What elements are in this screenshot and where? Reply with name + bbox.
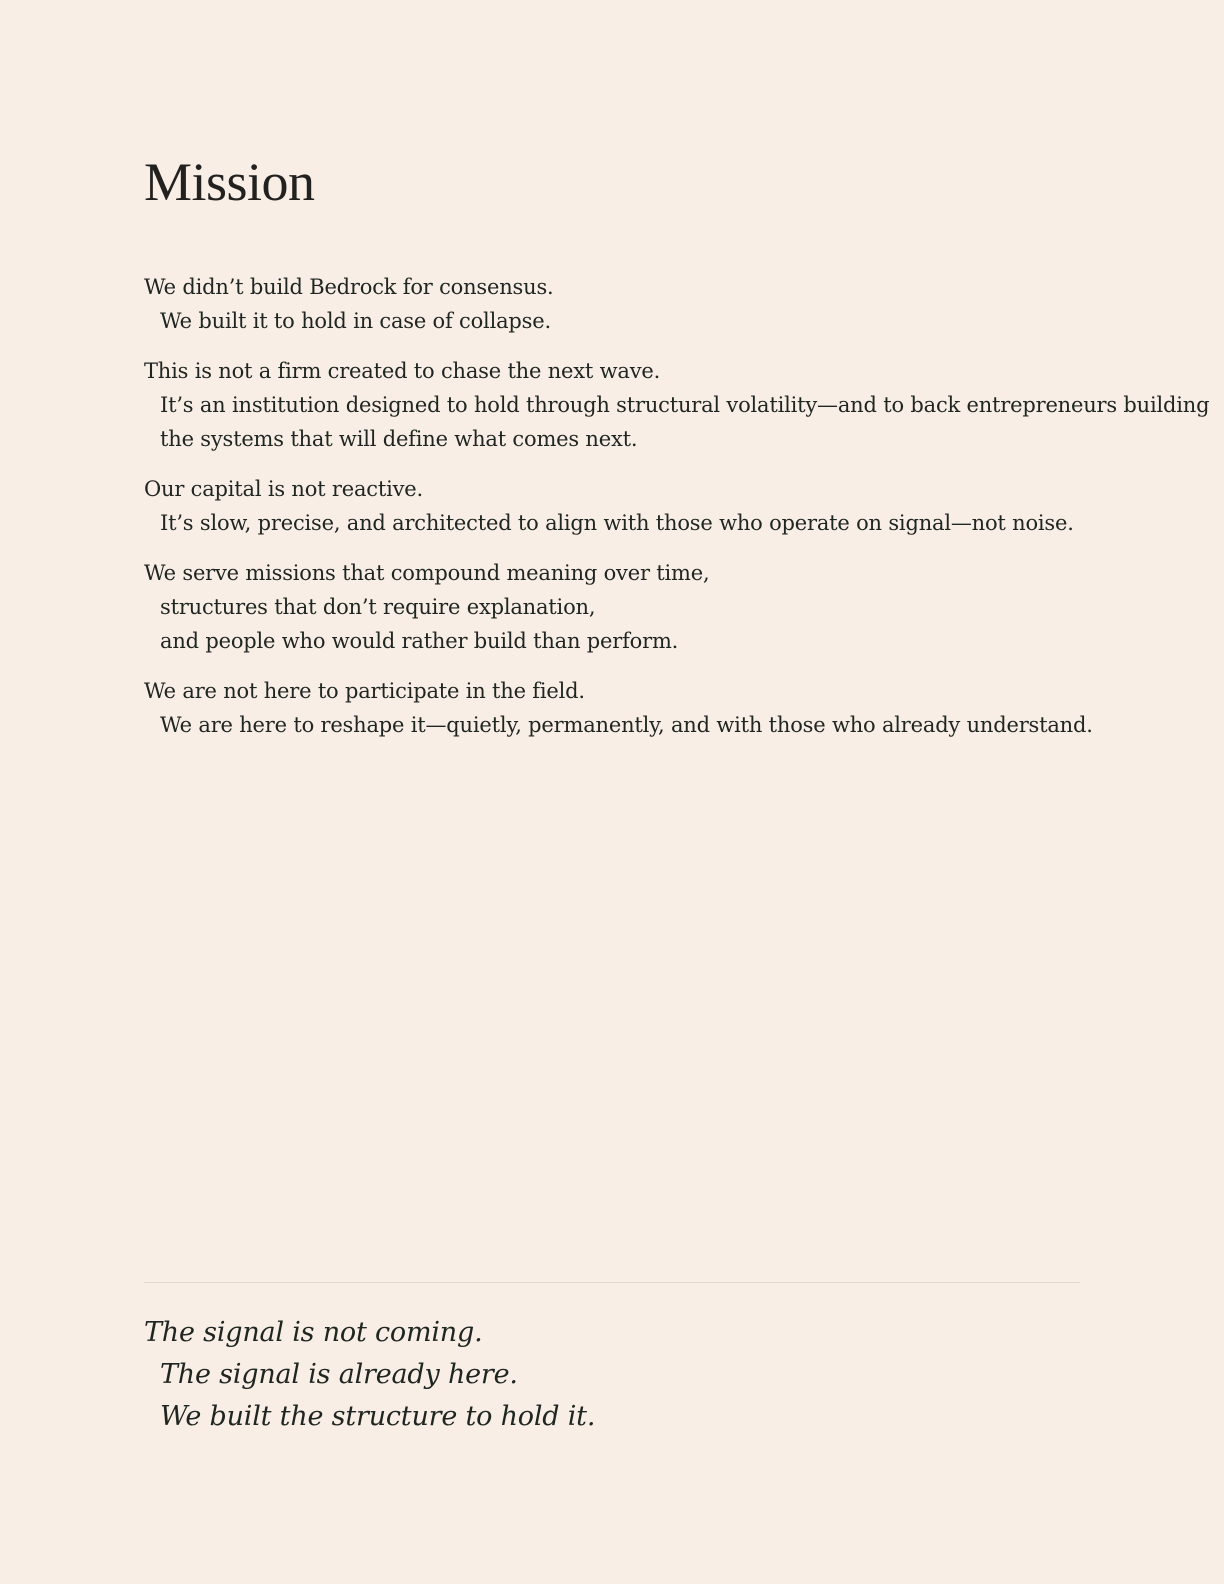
paragraph-3 xyxy=(144,472,1080,540)
paragraph-line-indented: It’s slow, precise, and architected to align with those who operate on signal—not noise. xyxy=(160,511,1074,535)
page-title: Mission xyxy=(144,152,315,212)
section-divider xyxy=(144,1282,1080,1283)
paragraph-5 xyxy=(144,674,1093,742)
paragraph-line-indented: We built it to hold in case of collapse. xyxy=(160,309,551,333)
mission-page xyxy=(144,0,1210,1584)
paragraph-line-indented: and people who would rather build than perform. xyxy=(160,629,679,653)
paragraph-line: We are not here to participate in the field. xyxy=(144,679,585,703)
paragraph-line: Our capital is not reactive. xyxy=(144,477,423,501)
paragraph-line-indented: It’s an institution designed to hold through structural volatility—and to back entrepreneurs building xyxy=(160,393,1210,417)
mission-body xyxy=(144,270,1210,758)
closing-statement xyxy=(144,1312,1080,1438)
paragraph-line-indented: structures that don’t require explanation, xyxy=(160,595,596,619)
paragraph-4 xyxy=(144,556,1080,658)
closing-line-indented: We built the structure to hold it. xyxy=(160,1401,596,1432)
paragraph-line: This is not a firm created to chase the next wave. xyxy=(144,359,661,383)
paragraph-line: We didn’t build Bedrock for consensus. xyxy=(144,275,554,299)
paragraph-line-indented: the systems that will define what comes next. xyxy=(160,427,638,451)
paragraph-line: We serve missions that compound meaning over time, xyxy=(144,561,710,585)
closing-line-indented: The signal is already here. xyxy=(160,1359,518,1390)
paragraph-2 xyxy=(144,354,1210,456)
closing-line: The signal is not coming. xyxy=(144,1317,483,1348)
paragraph-1 xyxy=(144,270,1080,338)
paragraph-line-indented: We are here to reshape it—quietly, permanently, and with those who already understand. xyxy=(160,713,1093,737)
